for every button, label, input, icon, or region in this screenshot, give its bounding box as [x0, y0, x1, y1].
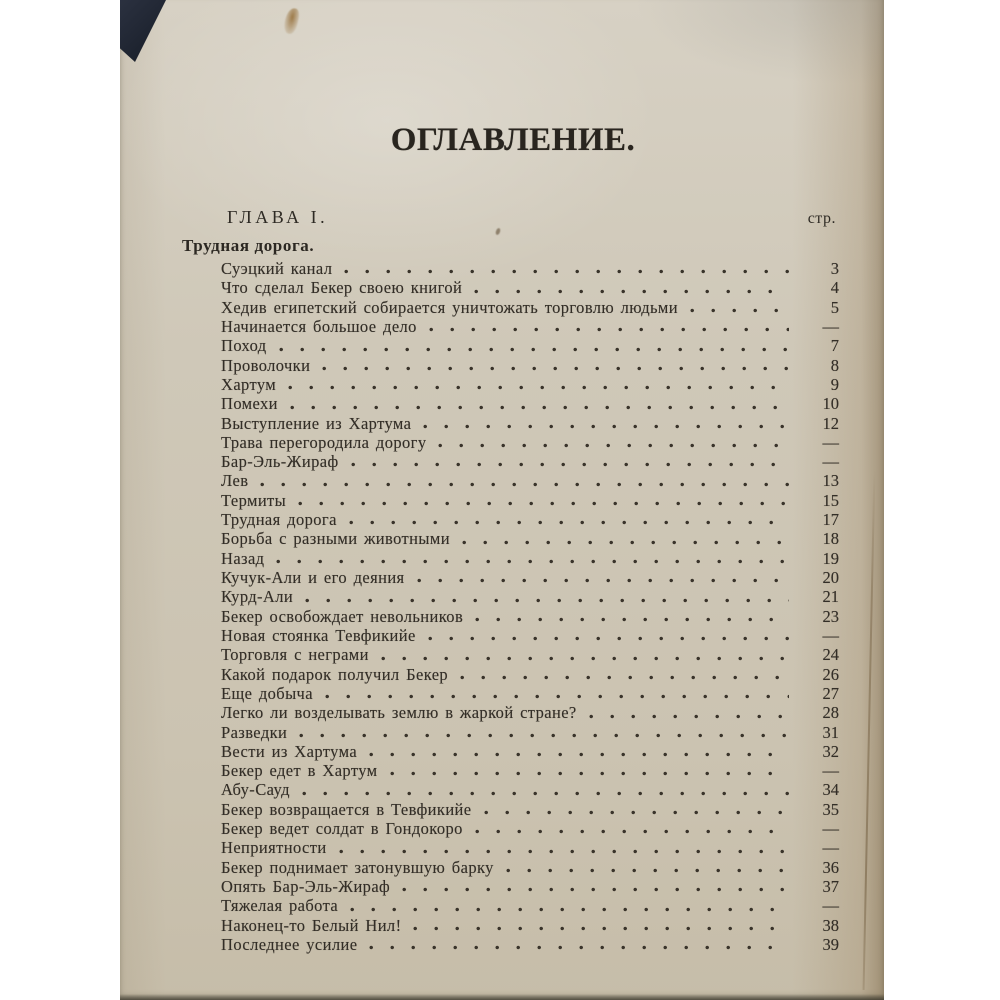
- toc-page-number: 4: [830, 278, 839, 298]
- toc-page-number: —: [822, 452, 839, 472]
- toc-page-number: —: [822, 316, 839, 336]
- toc-entry: [221, 916, 839, 935]
- toc-entry-title: Легко ли возделывать землю в жаркой стране?: [221, 703, 577, 723]
- toc-entry: [221, 259, 839, 278]
- toc-entry-title: Последнее усилие: [221, 934, 358, 954]
- toc-entry: [221, 433, 839, 452]
- toc-page-number: 31: [822, 722, 839, 742]
- dot-leader: [350, 907, 789, 912]
- toc-page-number: 17: [822, 510, 839, 530]
- toc-entry: [221, 491, 839, 510]
- toc-entry-title: Начинается большое дело: [221, 316, 417, 336]
- toc-entry: [221, 529, 839, 548]
- toc-page-number: 19: [822, 548, 839, 568]
- toc-page-number: 18: [822, 529, 839, 549]
- toc-entry-title: Трава перегородила дорогу: [221, 432, 427, 452]
- toc-page-number: 10: [822, 394, 839, 414]
- dot-leader: [484, 810, 790, 815]
- toc-entry-title: Бекер едет в Хартум: [221, 761, 378, 781]
- toc-page-number: 34: [822, 780, 839, 800]
- toc-page-number: 12: [822, 413, 839, 433]
- toc-entry-title: Назад: [221, 548, 265, 568]
- toc-entry: [221, 568, 839, 587]
- toc-page-number: 21: [822, 587, 839, 607]
- toc-page-number: 9: [830, 374, 839, 394]
- dot-leader: [438, 443, 789, 448]
- toc-entry: [221, 665, 839, 684]
- toc-page-number: 8: [830, 355, 839, 375]
- chapter-heading: ГЛАВА I.: [227, 207, 329, 227]
- toc-entry-title: Бекер освобождает невольников: [221, 606, 464, 626]
- dot-leader: [369, 945, 789, 950]
- toc-page-number: 5: [830, 297, 839, 317]
- toc-entry-title: Вести из Хартума: [221, 741, 358, 761]
- toc-entry-title: Борьба с разными животными: [221, 529, 450, 549]
- toc-page-number: —: [822, 838, 839, 858]
- toc-entry-title: Проволочки: [221, 355, 311, 375]
- toc-entry: [221, 317, 839, 336]
- dot-leader: [690, 308, 789, 313]
- bottom-edge-shadow: [120, 994, 884, 1000]
- toc-entry-title: Хартум: [221, 374, 277, 394]
- toc-page-number: 36: [822, 857, 839, 877]
- toc-entry: [221, 780, 839, 799]
- toc-page-number: —: [822, 432, 839, 452]
- dot-leader: [475, 829, 789, 834]
- toc-page-number: 38: [822, 915, 839, 935]
- toc-page-number: 37: [822, 877, 839, 896]
- toc-entry: [221, 375, 839, 394]
- toc-entry: [221, 684, 839, 703]
- toc-entry-title: Торговля с неграми: [221, 645, 369, 665]
- dot-leader: [339, 849, 789, 854]
- dot-leader: [474, 289, 789, 294]
- dot-leader: [369, 752, 789, 757]
- book-binding-edge: [120, 0, 170, 62]
- toc-entry-title: Новая стоянка Тевфикийе: [221, 625, 416, 645]
- toc-entry-title: Тяжелая работа: [221, 896, 339, 916]
- toc-entry-title: Трудная дорога: [221, 510, 337, 530]
- toc-entry: [221, 471, 839, 490]
- toc-page-number: 27: [822, 683, 839, 703]
- toc-entry-title: Что сделал Бекер своею книгой: [221, 278, 463, 298]
- toc-entry-title: Помехи: [221, 394, 278, 414]
- dot-leader: [302, 791, 789, 796]
- toc-entry-title: Бекер возвращается в Тевфикийе: [221, 799, 472, 819]
- page-edge-shadow: [863, 470, 876, 990]
- dot-leader: [402, 887, 789, 892]
- toc-page-number: 39: [822, 934, 839, 954]
- toc-entry: [221, 761, 839, 780]
- dot-leader: [423, 424, 789, 429]
- dot-leader: [413, 926, 789, 931]
- dot-leader: [351, 462, 789, 467]
- dot-leader: [589, 714, 789, 719]
- toc-entry: [221, 394, 839, 413]
- paper-page: [120, 0, 884, 1000]
- dot-leader: [298, 501, 789, 506]
- dot-leader: [381, 656, 789, 661]
- dot-leader: [288, 385, 789, 390]
- toc-entry: [221, 645, 839, 664]
- toc-page-number: 13: [822, 471, 839, 491]
- toc-entry: [221, 800, 839, 819]
- toc-page-number: 35: [822, 799, 839, 819]
- toc-page-number: 15: [822, 490, 839, 510]
- toc-entry: [221, 278, 839, 297]
- toc-entry: [221, 549, 839, 568]
- toc-entry: [221, 452, 839, 471]
- toc-entry: [221, 336, 839, 355]
- toc-page-number: 3: [830, 259, 839, 278]
- toc-entry-title: Бар-Эль-Жираф: [221, 452, 339, 472]
- toc-entry-title: Кучук-Али и его деяния: [221, 568, 405, 587]
- toc-page-number: 24: [822, 645, 839, 665]
- toc-entry-title: Разведки: [221, 722, 288, 742]
- toc-page-number: —: [822, 819, 839, 839]
- page-column-label: стр.: [807, 210, 836, 227]
- toc-entry: [221, 838, 839, 857]
- dot-leader: [279, 347, 789, 352]
- toc-entry-title: Еще добыча: [221, 683, 313, 703]
- toc-entry-title: Термиты: [221, 490, 287, 510]
- toc-entry: [221, 877, 839, 896]
- toc-page-number: —: [822, 761, 839, 781]
- toc-page-number: —: [822, 625, 839, 645]
- toc-page-number: 32: [822, 741, 839, 761]
- toc-entry-title: Опять Бар-Эль-Жираф: [221, 877, 391, 896]
- toc-entry: [221, 626, 839, 645]
- dot-leader: [349, 520, 789, 525]
- dot-leader: [276, 559, 789, 564]
- dot-leader: [429, 327, 789, 332]
- paper-speck: [495, 228, 501, 236]
- dot-leader: [462, 540, 789, 545]
- toc-entry-title: Абу-Сауд: [221, 780, 290, 800]
- section-heading: Трудная дорога.: [182, 236, 315, 255]
- toc-entry: [221, 935, 839, 954]
- dot-leader: [417, 578, 789, 583]
- toc-page-number: 7: [830, 336, 839, 356]
- dot-leader: [305, 598, 789, 603]
- toc-entry: [221, 607, 839, 626]
- toc-entry-title: Бекер ведет солдат в Гондокоро: [221, 819, 463, 839]
- toc-entry: [221, 742, 839, 761]
- toc-entry-title: Поход: [221, 336, 267, 356]
- toc-entry-title: Хедив египетский собирается уничтожать торговлю людьми: [221, 297, 678, 317]
- toc-entry: [221, 896, 839, 915]
- toc-page-number: 28: [822, 703, 839, 723]
- dot-leader: [344, 269, 789, 274]
- dot-leader: [428, 636, 789, 641]
- toc-entry-title: Курд-Али: [221, 587, 294, 607]
- toc-entry: [221, 703, 839, 722]
- dot-leader: [260, 482, 789, 487]
- dot-leader: [506, 868, 789, 873]
- dot-leader: [460, 675, 789, 680]
- dot-leader: [390, 771, 789, 776]
- toc-entry: [221, 587, 839, 606]
- toc-page-number: 20: [822, 568, 839, 587]
- toc-entry-title: Суэцкий канал: [221, 259, 333, 278]
- toc-entry-title: Лев: [221, 471, 249, 491]
- toc-page-number: 23: [822, 606, 839, 626]
- toc-entry: [221, 510, 839, 529]
- toc-entry-title: Выступление из Хартума: [221, 413, 412, 433]
- toc-entry: [221, 723, 839, 742]
- toc-entry: [221, 356, 839, 375]
- dot-leader: [290, 405, 789, 410]
- paper-stain: [282, 7, 300, 35]
- toc-entry: [221, 858, 839, 877]
- toc-entry: [221, 819, 839, 838]
- toc-page-number: 26: [822, 664, 839, 684]
- dot-leader: [299, 733, 789, 738]
- toc-entries: [221, 259, 839, 954]
- chapter-header-row: [227, 207, 836, 228]
- toc-entry-title: Неприятности: [221, 838, 327, 858]
- toc-entry: [221, 298, 839, 317]
- dot-leader: [322, 366, 789, 371]
- toc-entry-title: Наконец-то Белый Нил!: [221, 915, 402, 935]
- toc-entry: [221, 414, 839, 433]
- toc-entry-title: Какой подарок получил Бекер: [221, 664, 449, 684]
- toc-entry-title: Бекер поднимает затонувшую барку: [221, 857, 494, 877]
- toc-page-number: —: [822, 896, 839, 916]
- dot-leader: [325, 694, 789, 699]
- toc-title: ОГЛАВЛЕНИЕ.: [390, 122, 636, 158]
- dot-leader: [475, 617, 789, 622]
